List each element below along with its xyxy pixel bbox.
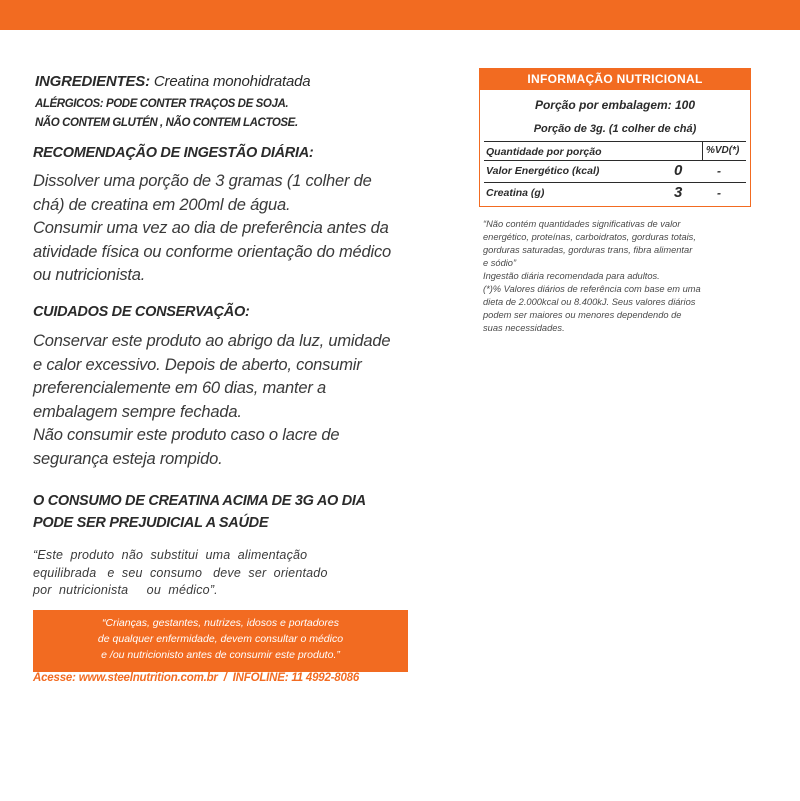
- recommendation-line: chá) de creatina em 200ml de água.: [33, 195, 291, 214]
- recommendation-line: ou nutricionista.: [33, 266, 146, 284]
- nutrition-title: INFORMAÇÃO NUTRICIONAL: [479, 68, 751, 90]
- note-line: energético, proteínas, carboidratos, gorduras totais,: [483, 232, 696, 242]
- row-value: 0: [674, 162, 683, 179]
- recommendation-line: atividade física ou conforme orientação do médico: [33, 242, 391, 261]
- notice-line: e /ou nutricionisto antes de consumir este produto.”: [101, 649, 340, 661]
- care-line: Conservar este produto ao abrigo da luz, umidade: [33, 332, 391, 350]
- table-row: [484, 160, 746, 182]
- nutrition-frame: [479, 90, 751, 207]
- column-divider: [702, 142, 703, 160]
- row-vd: -: [717, 186, 721, 200]
- recommendation-line: Consumir uma vez ao dia de preferência antes da: [33, 219, 389, 237]
- disclaimer-line: equilibrada e seu consumo deve ser orientado: [33, 565, 328, 580]
- header-vd: %VD(*): [706, 145, 740, 156]
- note-line: suas necessidades.: [483, 323, 565, 333]
- creatina-warning: [33, 490, 423, 534]
- warning-line: PODE SER PREJUDICIAL A SAÚDE: [33, 515, 269, 531]
- row-name: Creatina (g): [486, 187, 545, 199]
- recommendation-heading: RECOMENDAÇÃO DE INGESTÃO DIÁRIA:: [33, 145, 314, 161]
- care-body: [33, 330, 423, 471]
- notice-line: de qualquer enfermidade, devem consultar o médico: [97, 633, 344, 645]
- note-line: (*)% Valores diários de referência com base em uma: [483, 284, 701, 294]
- care-line: segurança esteja rompido.: [33, 449, 223, 468]
- footer-contact: Acesse: www.steelnutrition.com.br / INFOLINE: 11 4992-8086: [33, 672, 360, 684]
- note-line: Ingestão diária recomendada para adultos.: [483, 271, 660, 281]
- care-line: Não consumir este produto caso o lacre de: [33, 426, 340, 444]
- allergens-text: ALÉRGICOS: PODE CONTER TRAÇOS DE SOJA.: [35, 98, 289, 110]
- nutrition-header-row: [484, 141, 746, 160]
- servings-per-package: Porção por embalagem: 100: [534, 98, 696, 112]
- recommendation-body: [33, 170, 423, 288]
- nutrition-notes: [483, 218, 753, 335]
- portion-size: Porção de 3g. (1 colher de chá): [533, 123, 697, 135]
- care-heading: CUIDADOS DE CONSERVAÇÃO:: [33, 304, 250, 320]
- care-line: preferencialemente em 60 dias, manter a: [33, 379, 327, 397]
- header-quantity: Quantidade por porção: [486, 146, 602, 158]
- ingredients-label: INGREDIENTES:: [35, 73, 150, 90]
- nutrition-table: [479, 68, 751, 207]
- care-line: e calor excessivo. Depois de aberto, consumir: [33, 355, 362, 374]
- disclaimer-text: [33, 547, 411, 600]
- row-name: Valor Energético (kcal): [486, 165, 600, 177]
- disclaimer-line: por nutricionista ou médico”.: [33, 583, 218, 597]
- note-line: podem ser maiores ou menores dependendo de: [483, 310, 682, 320]
- ingredients-value: Creatina monohidratada: [149, 73, 311, 90]
- warning-line: O CONSUMO DE CREATINA ACIMA DE 3G AO DIA: [33, 493, 366, 509]
- orange-notice-box: [33, 610, 408, 672]
- row-vd: -: [717, 164, 721, 178]
- table-row: [484, 182, 746, 204]
- note-line: “Não contém quantidades significativas de valor: [483, 219, 681, 229]
- ingredients-line: [35, 73, 310, 90]
- note-line: gorduras saturadas, gorduras trans, fibra alimentar: [483, 245, 693, 255]
- top-accent-bar: [0, 0, 800, 30]
- note-line: dieta de 2.000kcal ou 8.400kJ. Seus valores diários: [483, 297, 696, 307]
- row-value: 3: [674, 184, 683, 201]
- notice-line: “Crianças, gestantes, nutrizes, idosos e portadores: [102, 617, 339, 629]
- note-line: e sódio”: [483, 258, 517, 268]
- recommendation-line: Dissolver uma porção de 3 gramas (1 colher de: [33, 172, 372, 190]
- gluten-lactose-text: NÃO CONTEM GLUTÉN , NÃO CONTEM LACTOSE.: [35, 117, 298, 129]
- disclaimer-line: “Este produto não substitui uma alimentação: [33, 548, 308, 562]
- care-line: embalagem sempre fechada.: [33, 402, 242, 421]
